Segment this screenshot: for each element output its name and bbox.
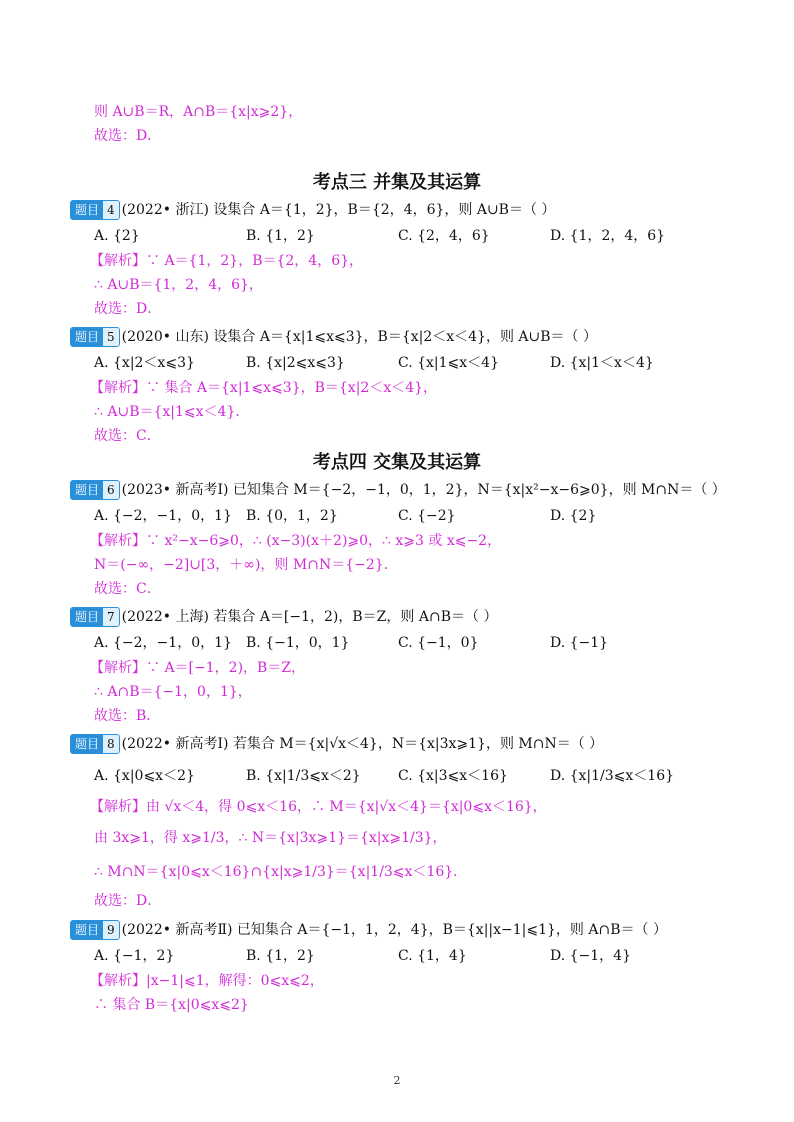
option-b: B. {x|1/3⩽x＜2} (246, 768, 361, 784)
question-6-header (70, 479, 726, 501)
option-d: D. {−1} (550, 635, 609, 651)
question-6-stem: (2023• 新高考Ⅰ) 已知集合 M＝{−2，−1，0，1，2}，N＝{x|x²−x−6⩾0}，则 M∩N＝（ ） (121, 482, 726, 498)
question-5-solution-3: 故选：C． (94, 428, 161, 444)
question-7-solution-1: 【解析】∵ A＝[−1，2)，B＝Z， (90, 660, 306, 676)
question-7-solution-2: ∴ A∩B＝{−1，0，1}， (94, 684, 252, 700)
question-9-options (94, 946, 714, 966)
badge-label: 题目 (71, 608, 103, 626)
question-9-solution-1: 【解析】|x−1|⩽1，解得：0⩽x⩽2， (90, 973, 324, 989)
question-4-solution-1: 【解析】∵ A＝{1，2}，B＝{2，4，6}， (90, 253, 364, 269)
option-b: B. {−1，0，1} (246, 635, 350, 651)
question-4-solution-3: 故选：D． (94, 301, 162, 317)
question-9-stem: (2022• 新高考Ⅱ) 已知集合 A＝{−1，1，2，4}，B＝{x||x−1|⩽1}，则 A∩B＝（ ） (121, 922, 667, 938)
question-6-solution-3: 故选：C． (94, 581, 161, 597)
option-a: A. {2} (94, 228, 140, 244)
option-a: A. {−2，−1，0，1} (94, 508, 232, 524)
question-6-solution-1: 【解析】∵ x²−x−6⩾0，∴ (x−3)(x＋2)⩾0，∴ x⩾3 或 x⩽−2， (90, 533, 502, 549)
question-5-header (70, 326, 597, 348)
badge-label: 题目 (71, 735, 103, 753)
question-8-header (70, 733, 603, 755)
option-a: A. {x|2＜x⩽3} (94, 355, 195, 371)
question-8-stem: (2022• 新高考Ⅰ) 若集合 M＝{x|√x＜4}，N＝{x|3x⩾1}，则 M∩N＝（ ） (121, 736, 604, 752)
question-5-stem: (2020• 山东) 设集合 A＝{x|1⩽x⩽3}，B＝{x|2＜x＜4}，则 A∪B＝（ ） (121, 329, 597, 345)
prev-solution-line2: 故选：D． (94, 128, 162, 144)
question-6-options (94, 506, 714, 526)
option-d: D. {2} (550, 508, 597, 524)
question-9-header (70, 919, 667, 941)
question-badge (70, 607, 120, 627)
question-9-solution-2: ∴ 集合 B＝{x|0⩽x⩽2} (94, 997, 249, 1013)
question-7-options (94, 633, 714, 653)
badge-label: 题目 (71, 328, 103, 346)
option-c: C. {−2} (398, 508, 456, 524)
question-7-stem: (2022• 上海) 若集合 A＝[−1，2)，B＝Z，则 A∩B＝（ ） (121, 609, 498, 625)
badge-label: 题目 (71, 201, 103, 219)
question-4-stem: (2022• 浙江) 设集合 A＝{1，2}，B＝{2，4，6}，则 A∪B＝（ ） (121, 202, 556, 218)
option-c: C. {1，4} (398, 948, 467, 964)
option-b: B. {0，1，2} (246, 508, 338, 524)
prev-solution-line1: 则 A∪B＝R，A∩B＝{x|x⩾2}， (94, 104, 303, 120)
question-badge (70, 734, 120, 754)
option-a: A. {−2，−1，0，1} (94, 635, 232, 651)
badge-number: 6 (103, 481, 119, 499)
option-b: B. {1，2} (246, 948, 315, 964)
question-8-options (94, 766, 714, 786)
badge-number: 8 (103, 735, 119, 753)
question-8-solution-4: 故选：D． (94, 893, 162, 909)
option-a: A. {x|0⩽x＜2} (94, 768, 195, 784)
question-7-header (70, 606, 497, 628)
badge-label: 题目 (71, 921, 103, 939)
option-d: D. {x|1＜x＜4} (550, 355, 654, 371)
option-b: B. {x|2⩽x⩽3} (246, 355, 345, 371)
question-5-options (94, 353, 714, 373)
question-4-header (70, 199, 555, 221)
question-badge (70, 480, 120, 500)
option-c: C. {x|1⩽x＜4} (398, 355, 499, 371)
badge-number: 5 (103, 328, 119, 346)
option-d: D. {1，2，4，6} (550, 228, 666, 244)
page-number: 2 (393, 1074, 401, 1087)
question-badge (70, 920, 120, 940)
badge-number: 4 (103, 201, 119, 219)
section-title-union: 考点三 并集及其运算 (312, 172, 482, 193)
question-4-solution-2: ∴ A∪B＝{1，2，4，6}， (94, 277, 263, 293)
option-c: C. {−1，0} (398, 635, 479, 651)
question-5-solution-1: 【解析】∵ 集合 A＝{x|1⩽x⩽3}，B＝{x|2＜x＜4}， (90, 380, 438, 396)
question-4-options (94, 226, 714, 246)
question-8-solution-2: 由 3x⩾1，得 x⩾1/3，∴ N＝{x|3x⩾1}＝{x|x⩾1/3}， (94, 830, 447, 846)
option-c: C. {x|3⩽x＜16} (398, 768, 508, 784)
option-d: D. {x|1/3⩽x＜16} (550, 768, 675, 784)
badge-number: 9 (103, 921, 119, 939)
question-7-solution-3: 故选：B． (94, 708, 161, 724)
option-c: C. {2，4，6} (398, 228, 490, 244)
badge-number: 7 (103, 608, 119, 626)
question-5-solution-2: ∴ A∪B＝{x|1⩽x＜4}． (94, 404, 250, 420)
question-8-solution-1: 【解析】由 √x＜4，得 0⩽x＜16，∴ M＝{x|√x＜4}＝{x|0⩽x＜16}， (90, 799, 547, 815)
question-badge (70, 327, 120, 347)
option-b: B. {1，2} (246, 228, 315, 244)
question-6-solution-2: N＝(−∞，−2]∪[3，＋∞)，则 M∩N＝{−2}． (94, 557, 398, 573)
option-a: A. {−1，2} (94, 948, 175, 964)
badge-label: 题目 (71, 481, 103, 499)
option-d: D. {−1，4} (550, 948, 631, 964)
section-title-intersection: 考点四 交集及其运算 (312, 452, 482, 473)
question-8-solution-3: ∴ M∩N＝{x|0⩽x＜16}∩{x|x⩾1/3}＝{x|1/3⩽x＜16}． (94, 864, 468, 880)
question-badge (70, 200, 120, 220)
